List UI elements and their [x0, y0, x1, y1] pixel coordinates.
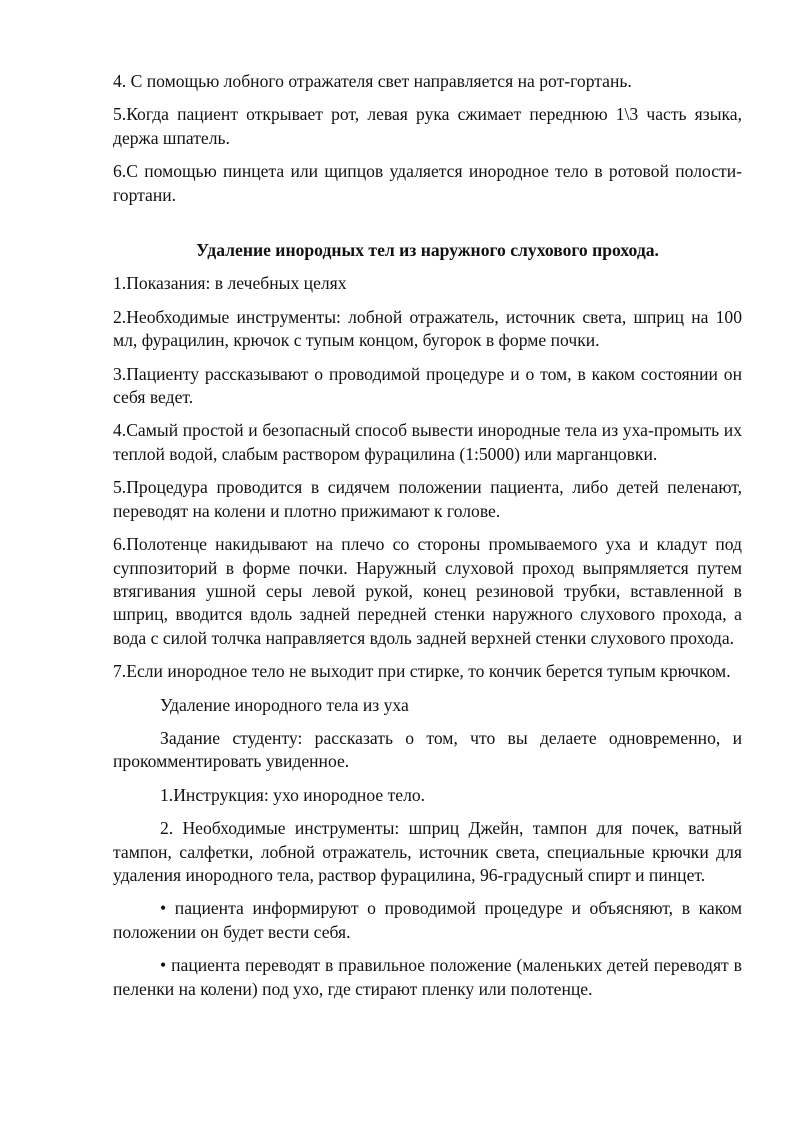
- document-page: [113, 70, 742, 1011]
- bullet-item: • пациента переводят в правильное положение (маленьких детей переводят в пеленки на колени) под ухо, где стирают пленку или полотенце.: [113, 955, 742, 999]
- paragraph: 5.Когда пациент открывает рот, левая рука сжимает переднюю 1\3 часть языка, держа шпатель.: [113, 104, 742, 148]
- task-paragraph: Задание студенту: рассказать о том, что вы делаете одновременно, и прокомментировать увиденное.: [113, 727, 742, 772]
- paragraph: 4. С помощью лобного отражателя свет направляется на рот-гортань.: [113, 71, 632, 91]
- step-paragraph: 7.Если инородное тело не выходит при стирке, то кончик берется тупым крючком.: [113, 661, 731, 682]
- step-paragraph: 6.Полотенце накидывают на плечо со стороны промываемого уха и кладут под суппозиторий в форме почки. Наружный слуховой проход выпрямляется путем втягивания ушной серы левой рукой, конец резиновой трубки, вставленной в шприц, вводится вдоль задней передней стенки наружного слухового прохода, а вода с силой толчка направляется вдоль задней верхней стенки слухового прохода.: [113, 534, 742, 648]
- instruments-paragraph: 2. Необходимые инструменты: шприц Джейн, тампон для почек, ватный тампон, салфетки, лобной отражатель, источник света, специальные крючки для удаления инородного тела, раствор фурацилина, 96-градусный спирт и пинцет.: [113, 818, 742, 885]
- subsection-title: Удаление инородного тела из уха: [160, 694, 409, 715]
- step-paragraph: 4.Самый простой и безопасный способ вывести инородные тела из уха-промыть их теплой водой, слабым раствором фурацилина (1:5000) или марганцовки.: [113, 420, 742, 464]
- bullet-item: • пациента информируют о проводимой процедуре и объясняют, в каком положении он будет вести себя.: [113, 898, 742, 942]
- step-paragraph: 2.Необходимые инструменты: лобной отражатель, источник света, шприц на 100 мл, фурацилин, крючок с тупым концом, бугорок в форме почки.: [113, 306, 742, 351]
- step-paragraph: 5.Процедура проводится в сидячем положении пациента, либо детей пеленают, переводят на колени и плотно прижимают к голове.: [113, 477, 742, 521]
- section-heading: Удаление инородных тел из наружного слухового прохода.: [196, 240, 659, 261]
- step-paragraph: 3.Пациенту рассказывают о проводимой процедуре и о том, в каком состоянии он себя ведет.: [113, 363, 742, 408]
- step-paragraph: 1.Показания: в лечебных целях: [113, 273, 347, 294]
- instruction-paragraph: 1.Инструкция: ухо инородное тело.: [160, 784, 426, 805]
- paragraph: 6.С помощью пинцета или щипцов удаляется инородное тело в ротовой полости-гортани.: [113, 161, 742, 205]
